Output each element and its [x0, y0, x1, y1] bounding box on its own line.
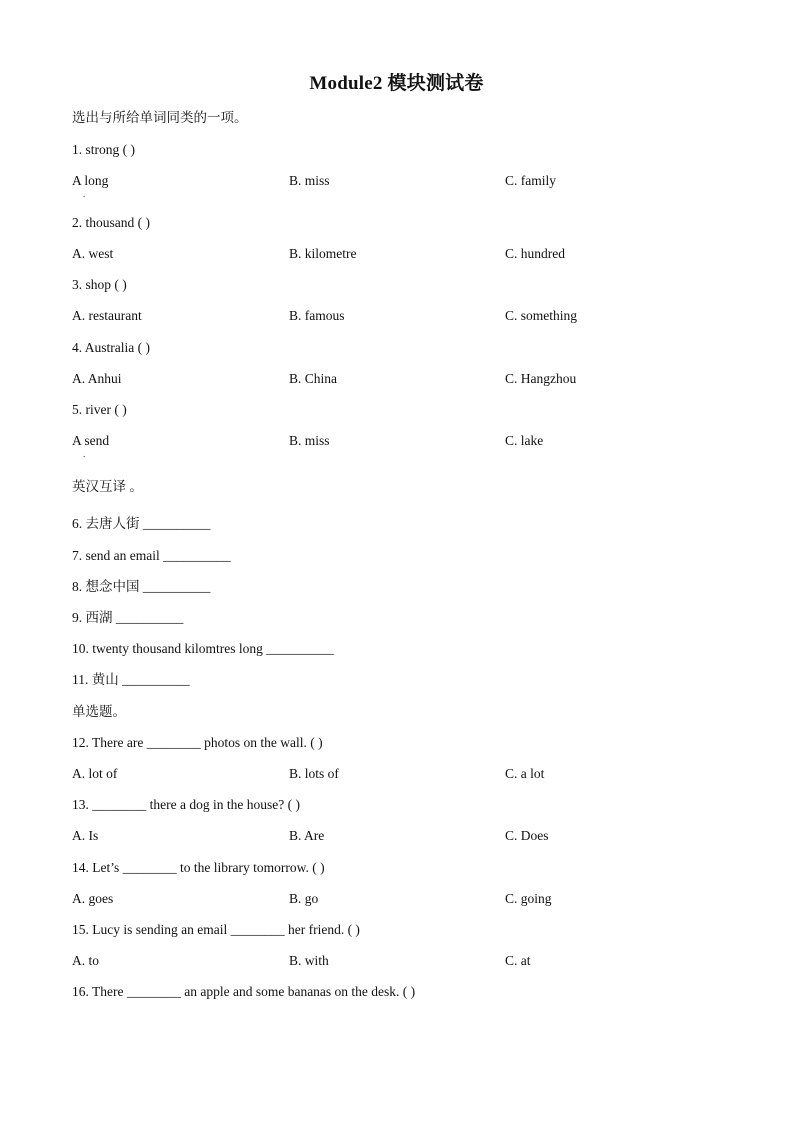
- question-8: 8. 想念中国 __________: [72, 579, 211, 594]
- question-9: 9. 西湖 __________: [72, 610, 184, 625]
- question-5-option-c: C. lake: [505, 433, 544, 448]
- question-6: 6. 去唐人街 __________: [72, 516, 211, 531]
- question-4-option-a: A. Anhui: [72, 371, 122, 386]
- question-5-option-b: B. miss: [289, 433, 330, 448]
- question-11: 11. 黄山 __________: [72, 672, 190, 687]
- decorative-dot: .: [83, 449, 86, 459]
- question-14: 14. Let’s ________ to the library tomorrow. ( ): [72, 860, 325, 875]
- question-15: 15. Lucy is sending an email ________ her friend. ( ): [72, 922, 360, 937]
- question-12-option-b: B. lots of: [289, 766, 339, 781]
- question-3-option-c: C. something: [505, 308, 578, 323]
- question-13-option-a: A. Is: [72, 828, 99, 843]
- section-instruction-1: 选出与所给单词同类的一项。: [72, 110, 248, 125]
- question-15-option-b: B. with: [289, 953, 329, 968]
- question-4-option-b: B. China: [289, 371, 338, 386]
- question-14-option-c: C. going: [505, 891, 552, 906]
- question-5-option-a: A send: [72, 433, 110, 448]
- question-2-option-b: B. kilometre: [289, 246, 357, 261]
- question-12-option-c: C. a lot: [505, 766, 545, 781]
- question-12-option-a: A. lot of: [72, 766, 118, 781]
- question-3: 3. shop ( ): [72, 277, 127, 292]
- question-15-option-a: A. to: [72, 953, 99, 968]
- question-16: 16. There ________ an apple and some bananas on the desk. ( ): [72, 984, 416, 999]
- question-13-option-c: C. Does: [505, 828, 549, 843]
- question-3-option-b: B. famous: [289, 308, 345, 323]
- question-1: 1. strong ( ): [72, 142, 135, 157]
- question-14-option-a: A. goes: [72, 891, 114, 906]
- question-15-option-c: C. at: [505, 953, 531, 968]
- question-2: 2. thousand ( ): [72, 215, 150, 230]
- section-instruction-3: 单选题。: [72, 704, 126, 719]
- decorative-dot: .: [83, 189, 86, 199]
- question-3-option-a: A. restaurant: [72, 308, 142, 323]
- question-13-option-b: B. Are: [289, 828, 325, 843]
- question-1-option-a: A long: [72, 173, 109, 188]
- question-4: 4. Australia ( ): [72, 340, 150, 355]
- question-13: 13. ________ there a dog in the house? ( ): [72, 797, 300, 812]
- question-12: 12. There are ________ photos on the wall. ( ): [72, 735, 323, 750]
- question-7: 7. send an email __________: [72, 548, 231, 563]
- question-1-option-b: B. miss: [289, 173, 330, 188]
- question-14-option-b: B. go: [289, 891, 319, 906]
- question-5: 5. river ( ): [72, 402, 127, 417]
- question-1-option-c: C. family: [505, 173, 556, 188]
- page-title: Module2 模块测试卷: [309, 73, 484, 94]
- question-2-option-a: A. west: [72, 246, 114, 261]
- question-10: 10. twenty thousand kilomtres long __________: [72, 641, 334, 656]
- question-2-option-c: C. hundred: [505, 246, 565, 261]
- section-instruction-2: 英汉互译 。: [72, 479, 143, 494]
- question-4-option-c: C. Hangzhou: [505, 371, 577, 386]
